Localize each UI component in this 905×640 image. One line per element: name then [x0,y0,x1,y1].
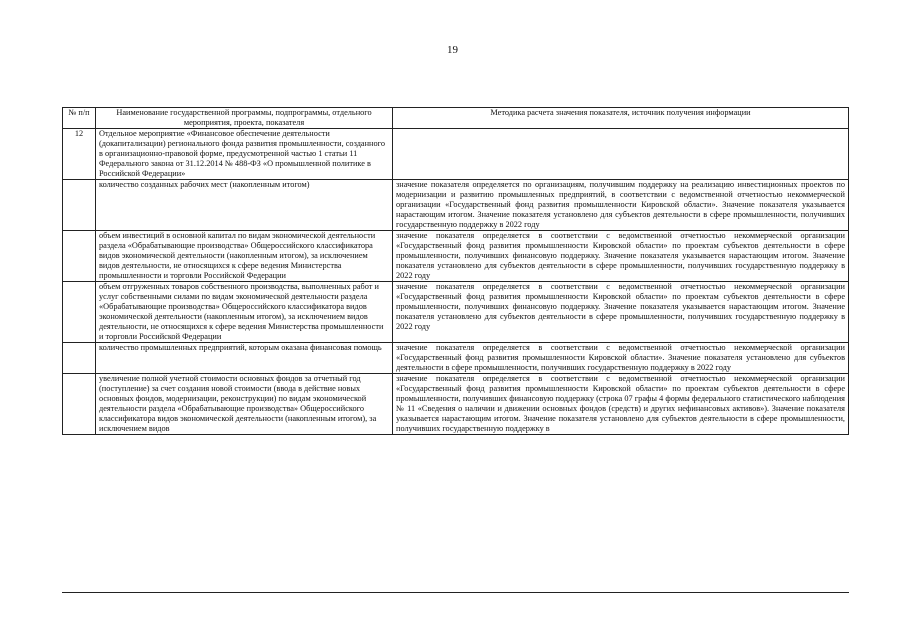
page-number: 19 [447,44,458,56]
row-num [63,343,96,374]
row-method: значение показателя определяется в соответствии с ведомственной отчетностью некоммерческой организации «Государственный фонд развития промышленности Кировской области» по проектам субъектов деятельности в сфере промышленности, получивших финансовую поддержку. Значение показателя указывается нарастающим итогом. Значение показателя установлено для субъектов деятельности в сфере промышленности, получивших государственную поддержку в 2022 году [393,282,849,343]
header-num: № п/п [63,108,96,129]
header-name: Наименование государственной программы, подпрограммы, отдельного мероприятия, проекта, показателя [96,108,393,129]
row-num [63,374,96,435]
row-method: значение показателя определяется в соответствии с ведомственной отчетностью некоммерческой организации «Государственный фонд развития промышленности Кировской области» по проектам субъектов деятельности в сфере промышленности, получивших финансовую поддержку (строка 07 графы 4 формы федерального статистического наблюдения № 11 «Сведения о наличии и движении основных фондов (средств) и других нефинансовых активов»). Значение показателя указывается нарастающим итогом. Значение показателя установлено для субъектов деятельности в сфере промышленности, получивших государственную поддержку в [393,374,849,435]
table-row [63,374,849,435]
indicator-table [62,107,849,435]
row-num [63,282,96,343]
header-method: Методика расчета значения показателя, источник получения информации [393,108,849,129]
table-row [63,343,849,374]
row-num: 12 [63,129,96,180]
row-method: значение показателя определяется по организациям, получившим поддержку на реализацию инвестиционных проектов по модернизации и развитию промышленных предприятий, в соответствии с ведомственной отчетностью некоммерческой организации «Государственный фонд развития промышленности Кировской области». Значение показателя указывается нарастающим итогом. Значение показателя установлено для субъектов деятельности в сфере промышленности, получивших государственную поддержку в 2022 году [393,180,849,231]
table-row [63,180,849,231]
table-bottom-edge [62,592,849,593]
table-row [63,282,849,343]
row-name: увеличение полной учетной стоимости основных фондов за отчетный год (поступление) за счет создания новой стоимости (ввода в действие новых основных фондов, модернизации, реконструкции) по видам экономической деятельности раздела «Обрабатывающие производства» Общероссийского классификатора видов экономической деятельности (накопленным итогом), за исключением видов [96,374,393,435]
row-num [63,180,96,231]
row-name: объем отгруженных товаров собственного производства, выполненных работ и услуг собственными силами по видам экономической деятельности раздела «Обрабатывающие производства» Общероссийского классификатора видов экономической деятельности (накопленным итогом), за исключением видов деятельности, не относящихся к сфере ведения Министерства промышленности и торговли Российской Федерации [96,282,393,343]
row-method: значение показателя определяется в соответствии с ведомственной отчетностью некоммерческой организации «Государственный фонд развития промышленности Кировской области» по проектам субъектов деятельности в сфере промышленности, получивших финансовую поддержку. Значение показателя указывается нарастающим итогом. Значение показателя установлено для субъектов деятельности в сфере промышленности, получивших государственную поддержку в 2022 году [393,231,849,282]
row-num [63,231,96,282]
table-row [63,129,849,180]
row-method [393,129,849,180]
row-name: Отдельное мероприятие «Финансовое обеспечение деятельности (докапитализации) регионального фонда развития промышленности, созданного в организационно-правовой форме, предусмотренной частью 1 статьи 11 Федерального закона от 31.12.2014 № 488-ФЗ «О промышленной политике в Российской Федерации» [96,129,393,180]
row-name: количество созданных рабочих мест (накопленным итогом) [96,180,393,231]
table-header-row [63,108,849,129]
row-name: количество промышленных предприятий, которым оказана финансовая помощь [96,343,393,374]
table-row [63,231,849,282]
row-method: значение показателя определяется в соответствии с ведомственной отчетностью некоммерческой организации «Государственный фонд развития промышленности Кировской области». Значение показателя установлено для субъектов деятельности в сфере промышленности, получивших государственную поддержку в 2022 году [393,343,849,374]
row-name: объем инвестиций в основной капитал по видам экономической деятельности раздела «Обрабатывающие производства» Общероссийского классификатора видов экономической деятельности (накопленным итогом), за исключением видов деятельности, не относящихся к сфере ведения Министерства промышленности и торговли Российской Федерации [96,231,393,282]
